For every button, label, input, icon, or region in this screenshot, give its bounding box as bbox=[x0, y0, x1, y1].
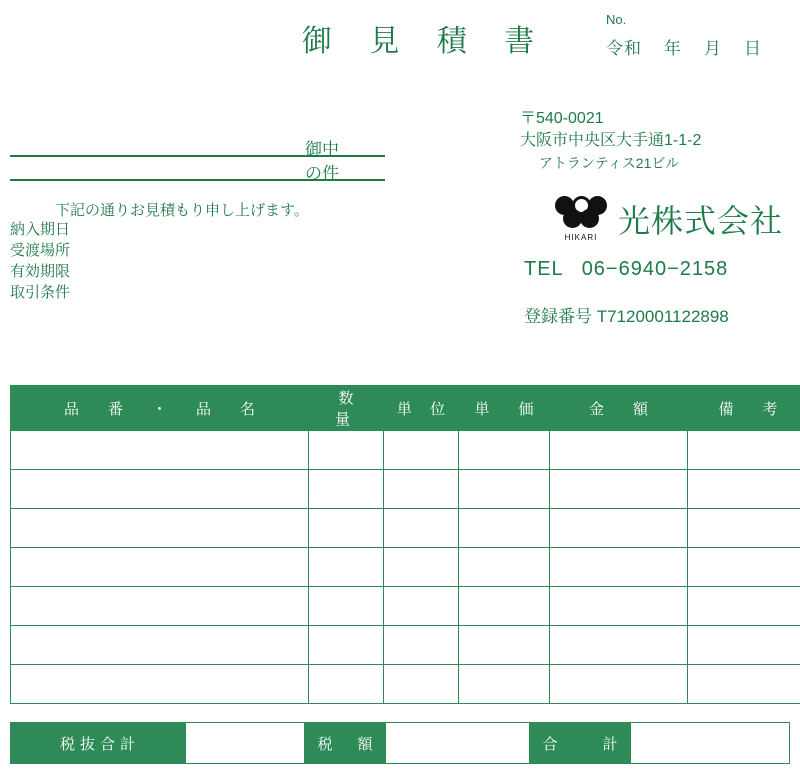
cell-amount[interactable] bbox=[550, 470, 688, 509]
cell-amount[interactable] bbox=[550, 509, 688, 548]
tel-label: TEL bbox=[524, 258, 564, 280]
company-name: 光株式会社 bbox=[618, 202, 784, 240]
cell-amount[interactable] bbox=[550, 665, 688, 704]
items-table-header-row bbox=[11, 386, 800, 431]
subtotal-value[interactable] bbox=[185, 722, 305, 764]
cell-quantity[interactable] bbox=[309, 431, 384, 470]
company-telephone bbox=[524, 258, 728, 281]
cell-unit-price[interactable] bbox=[459, 470, 550, 509]
cell-unit[interactable] bbox=[384, 509, 459, 548]
totals-row bbox=[10, 722, 790, 764]
cell-quantity[interactable] bbox=[309, 587, 384, 626]
registration-label: 登録番号 bbox=[524, 307, 592, 326]
cell-unit-price[interactable] bbox=[459, 431, 550, 470]
cell-unit-price[interactable] bbox=[459, 509, 550, 548]
term-conditions: 取引条件 bbox=[10, 284, 71, 301]
hikari-logo-icon bbox=[552, 196, 610, 242]
day-label: 日 bbox=[744, 39, 762, 58]
table-row[interactable] bbox=[11, 665, 800, 704]
items-table-wrapper bbox=[10, 385, 790, 704]
table-row[interactable] bbox=[11, 626, 800, 665]
cell-unit[interactable] bbox=[384, 431, 459, 470]
subtotal-label: 税抜合計 bbox=[10, 722, 185, 764]
table-row[interactable] bbox=[11, 548, 800, 587]
column-header-unit: 単 位 bbox=[384, 386, 459, 431]
cell-quantity[interactable] bbox=[309, 665, 384, 704]
cell-amount[interactable] bbox=[550, 431, 688, 470]
column-header-note: 備 考 bbox=[688, 386, 800, 431]
table-row[interactable] bbox=[11, 431, 800, 470]
table-row[interactable] bbox=[11, 509, 800, 548]
company-building: アトランティス21ビル bbox=[538, 155, 680, 171]
month-label: 月 bbox=[704, 39, 722, 58]
total-label: 合 計 bbox=[530, 722, 630, 764]
cell-note[interactable] bbox=[688, 665, 800, 704]
cell-note[interactable] bbox=[688, 587, 800, 626]
tax-value[interactable] bbox=[385, 722, 530, 764]
year-label: 年 bbox=[664, 39, 682, 58]
cell-unit[interactable] bbox=[384, 470, 459, 509]
items-table-body bbox=[11, 431, 800, 704]
cell-amount[interactable] bbox=[550, 587, 688, 626]
cell-unit[interactable] bbox=[384, 587, 459, 626]
company-address-line: 大阪市中央区大手通1-1-2 bbox=[520, 132, 702, 149]
cell-item-name[interactable] bbox=[11, 431, 309, 470]
customer-honorific: 御中 bbox=[305, 140, 339, 159]
cell-amount[interactable] bbox=[550, 548, 688, 587]
company-postal-code: 〒540-0021 bbox=[520, 110, 604, 127]
era-label: 令和 bbox=[606, 39, 642, 58]
lead-text: 下記の通りお見積もり申し上げます。 bbox=[55, 202, 309, 219]
cell-amount[interactable] bbox=[550, 626, 688, 665]
cell-quantity[interactable] bbox=[309, 470, 384, 509]
column-header-quantity: 数 量 bbox=[309, 386, 384, 431]
column-header-unit-price: 単 価 bbox=[459, 386, 550, 431]
cell-item-name[interactable] bbox=[11, 626, 309, 665]
cell-quantity[interactable] bbox=[309, 626, 384, 665]
cell-unit-price[interactable] bbox=[459, 548, 550, 587]
terms-list bbox=[10, 219, 70, 303]
items-table bbox=[10, 385, 800, 704]
cell-item-name[interactable] bbox=[11, 470, 309, 509]
cell-unit[interactable] bbox=[384, 665, 459, 704]
cell-item-name[interactable] bbox=[11, 509, 309, 548]
cell-quantity[interactable] bbox=[309, 509, 384, 548]
logo-wordmark: HIKARI bbox=[564, 233, 598, 242]
cell-note[interactable] bbox=[688, 509, 800, 548]
cell-unit[interactable] bbox=[384, 626, 459, 665]
customer-subject-suffix: の件 bbox=[305, 164, 339, 183]
page-title: 御 見 積 書 bbox=[301, 24, 549, 59]
column-header-amount: 金 額 bbox=[550, 386, 688, 431]
term-delivery-date: 納入期日 bbox=[10, 221, 71, 238]
table-row[interactable] bbox=[11, 470, 800, 509]
cell-item-name[interactable] bbox=[11, 587, 309, 626]
company-address bbox=[520, 108, 701, 174]
column-header-item-name: 品 番 ・ 品 名 bbox=[11, 386, 309, 431]
table-row[interactable] bbox=[11, 587, 800, 626]
cell-unit-price[interactable] bbox=[459, 587, 550, 626]
cell-item-name[interactable] bbox=[11, 665, 309, 704]
tax-label: 税 額 bbox=[305, 722, 385, 764]
date-line bbox=[606, 34, 762, 59]
term-delivery-place: 受渡場所 bbox=[10, 242, 71, 259]
cell-note[interactable] bbox=[688, 431, 800, 470]
document-number-label: No. bbox=[606, 12, 627, 27]
cell-item-name[interactable] bbox=[11, 548, 309, 587]
tel-number: 06−6940−2158 bbox=[581, 258, 729, 280]
cell-unit[interactable] bbox=[384, 548, 459, 587]
registration-number: T7120001122898 bbox=[596, 307, 729, 326]
cell-unit-price[interactable] bbox=[459, 626, 550, 665]
total-value[interactable] bbox=[630, 722, 790, 764]
cell-note[interactable] bbox=[688, 470, 800, 509]
term-validity: 有効期限 bbox=[10, 263, 71, 280]
cell-note[interactable] bbox=[688, 548, 800, 587]
cell-unit-price[interactable] bbox=[459, 665, 550, 704]
company-identity bbox=[552, 196, 783, 242]
cell-quantity[interactable] bbox=[309, 548, 384, 587]
company-registration bbox=[524, 302, 729, 327]
cell-note[interactable] bbox=[688, 626, 800, 665]
